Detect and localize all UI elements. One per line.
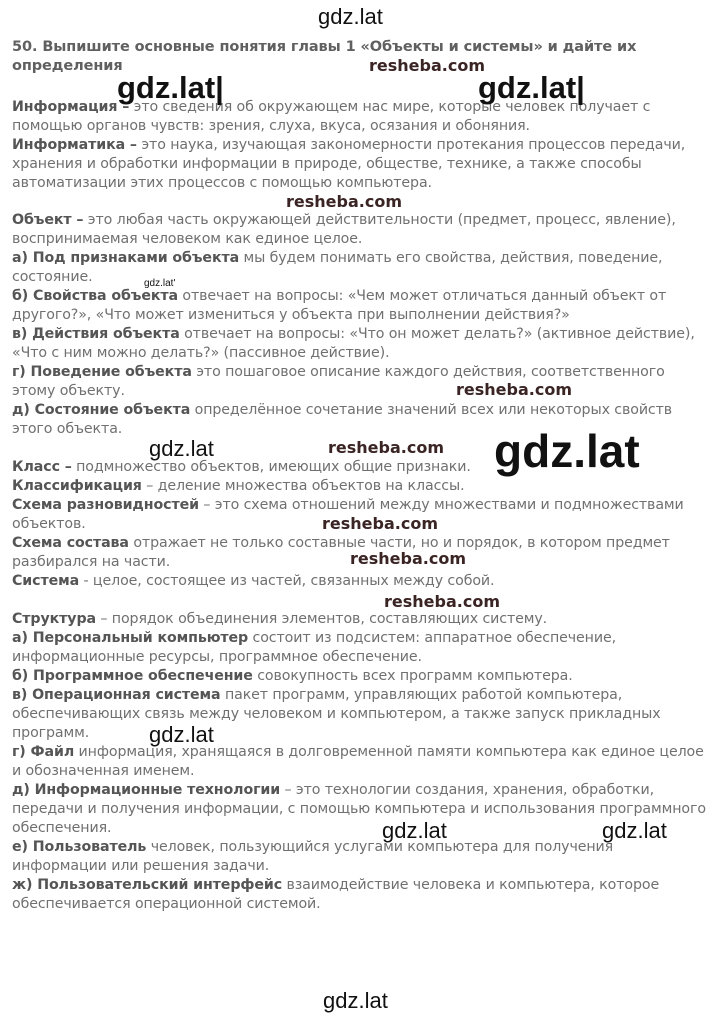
definition: пакет программ, управляющих работой компьютера, обеспечивающих связь между человеком и компьютером, а также запуск прикладных программ.: [12, 687, 661, 741]
definition: отражает не только составные части, но и порядок, в котором предмет разбирался на части.: [12, 535, 670, 570]
term: в) Действия объекта: [12, 326, 180, 342]
watermark-gdz-tiny: gdz.lat': [144, 278, 176, 289]
watermark-resheba: resheba.com: [350, 549, 466, 568]
watermark-resheba: resheba.com: [456, 380, 572, 399]
watermark-resheba: resheba.com: [384, 592, 500, 611]
definition: человек, пользующийся услугами компьютера для получения информации или решения задачи.: [12, 839, 614, 874]
entry-user-interface: [12, 876, 712, 914]
term: в) Операционная система: [12, 687, 221, 703]
entry-personal-computer: [12, 629, 712, 667]
watermark-gdz-bottom: gdz.lat: [323, 988, 388, 1013]
term: Классификация: [12, 478, 142, 494]
watermark-resheba: resheba.com: [322, 514, 438, 533]
term: Схема состава: [12, 535, 129, 551]
term: а) Под признаками объекта: [12, 250, 240, 266]
task-title: 50. Выпишите основные понятия главы 1 «Объекты и системы» и дайте их определения: [12, 39, 637, 74]
watermark-gdz: gdz.lat: [149, 722, 214, 747]
entry-file: [12, 743, 712, 781]
entry-software: [12, 667, 712, 686]
entry-system: [12, 572, 712, 591]
entry-object-properties: [12, 287, 712, 325]
definition: совокупность всех программ компьютера.: [252, 668, 573, 684]
watermark-gdz: gdz.lat: [149, 436, 214, 461]
watermark-gdz-top: gdz.lat: [318, 4, 383, 29]
definition: информация, хранящаяся в долговременной памяти компьютера как единое целое и обозначенная именем.: [12, 744, 704, 779]
definition: это любая часть окружающей действительности (предмет, процесс, явление), воспринимаемая человеком как единое целое.: [12, 212, 676, 247]
watermark-resheba: resheba.com: [286, 192, 402, 211]
definition: отвечает на вопросы: «Чем может отличаться данный объект от другого?», «Что может измениться у объекта при выполнении действия?»: [12, 288, 667, 323]
term: д) Состояние объекта: [12, 402, 191, 418]
term: а) Персональный компьютер: [12, 630, 249, 646]
term: Класс –: [12, 459, 72, 475]
term: д) Информационные технологии: [12, 782, 281, 798]
term: б) Свойства объекта: [12, 288, 178, 304]
definition: – это технологии создания, хранения, обработки, передачи и получения информации, с помощью компьютера и использования программного обеспечения.: [12, 782, 706, 836]
watermark-gdz-large: gdz.lat: [494, 425, 640, 477]
term: б) Программное обеспечение: [12, 668, 253, 684]
watermark-gdz-right: gdz.lat|: [478, 70, 585, 105]
definition: определённое сочетание значений всех или некоторых свойств этого объекта.: [12, 402, 673, 437]
definition: это сведения об окружающем нас мире, которые человек получает с помощью органов чувств: зрения, слуха, вкуса, осязания и обоняния.: [12, 99, 651, 134]
definition: это пошаговое описание каждого действия, соответственного этому объекту.: [12, 364, 665, 399]
watermark-resheba: resheba.com: [369, 56, 485, 75]
term: Информация –: [12, 99, 130, 115]
term: Система: [12, 573, 80, 589]
definition: взаимодействие человека и компьютера, которое обеспечивается операционной системой.: [12, 877, 660, 912]
entry-informatics: [12, 136, 712, 193]
definition: отвечает на вопросы: «Что он может делать?» (активное действие), «Что с ним можно делать?» (пассивное действие).: [12, 326, 695, 361]
definition: подмножество объектов, имеющих общие признаки.: [71, 459, 471, 475]
entry-object-features: [12, 249, 712, 287]
definition: - целое, состоящее из частей, связанных между собой.: [79, 573, 495, 589]
term: е) Пользователь: [12, 839, 147, 855]
definition: – порядок объединения элементов, составляющих систему.: [95, 611, 548, 627]
definition: – деление множества объектов на классы.: [141, 478, 465, 494]
entry-object: [12, 211, 712, 249]
watermark-gdz: gdz.lat: [602, 818, 667, 843]
term: Схема разновидностей: [12, 497, 199, 513]
watermark-resheba: resheba.com: [328, 438, 444, 457]
definition: это наука, изучающая закономерности протекания процессов передачи, хранения и обработки информации в природе, обществе, технике, а также способы автоматизации этих процессов с помощью компьютера.: [12, 137, 686, 191]
definition: – это схема отношений между множествами и подмножествами объектов.: [12, 497, 684, 532]
entry-classification: [12, 477, 712, 496]
entry-structure: [12, 610, 712, 629]
watermark-gdz: gdz.lat: [382, 818, 447, 843]
term: г) Файл: [12, 744, 75, 760]
term: ж) Пользовательский интерфейс: [12, 877, 283, 893]
term: г) Поведение объекта: [12, 364, 192, 380]
definition: состоит из подсистем: аппаратное обеспечение, информационные ресурсы, программное обеспечение.: [12, 630, 616, 665]
entry-object-actions: [12, 325, 712, 363]
term: Информатика –: [12, 137, 137, 153]
entry-operating-system: [12, 686, 712, 743]
entry-object-behavior: [12, 363, 712, 401]
term: Структура: [12, 611, 96, 627]
definition: мы будем понимать его свойства, действия, поведение, состояние.: [12, 250, 663, 285]
term: Объект –: [12, 212, 84, 228]
watermark-gdz-left: gdz.lat|: [117, 70, 224, 105]
